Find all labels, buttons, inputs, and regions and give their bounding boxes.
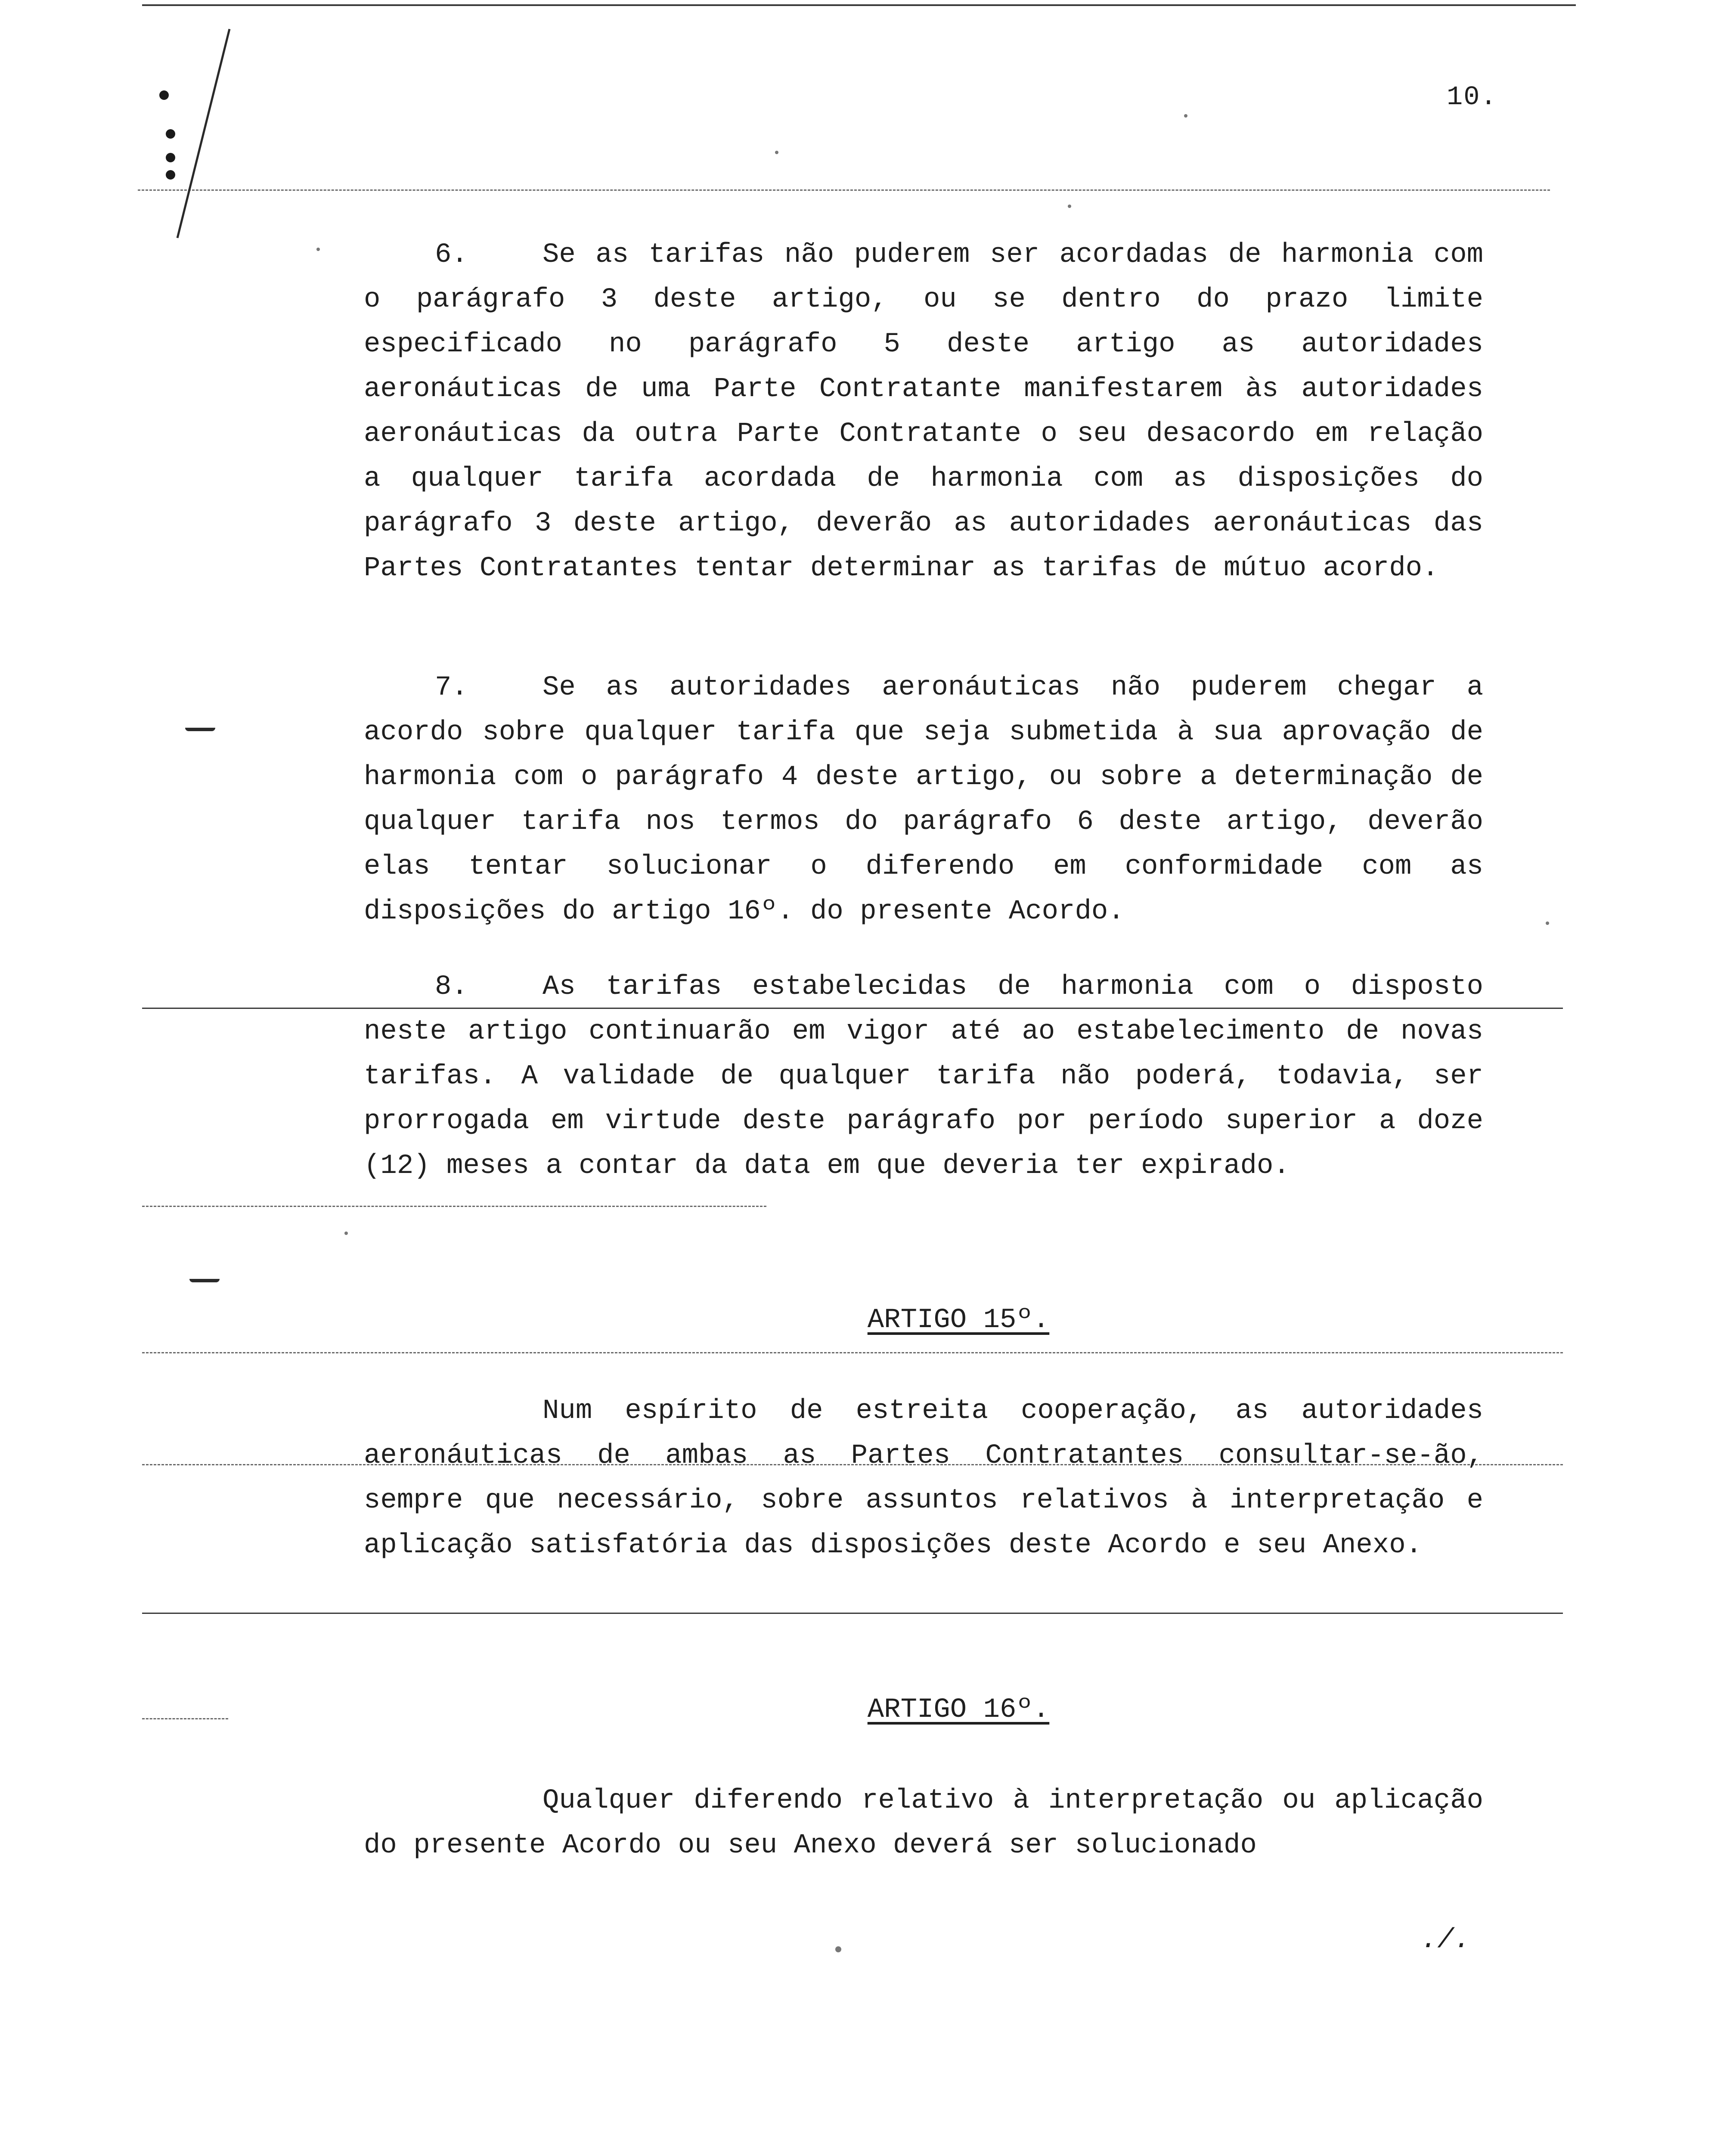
paragraph-number: 8.: [435, 971, 468, 1002]
binder-mark: [159, 90, 169, 100]
paragraph-text: Se as tarifas não puderem ser acordadas de harmonia com o parágrafo 3 deste artigo, ou se dentro do prazo limite especificado no parágrafo 5 deste artigo as autoridades aeronáuticas de uma Parte Contratante manifestarem às autoridades aeronáuticas da outra Parte Contratante o seu desacordo em relação a qualquer tarifa acordada de harmonia com as disposições do parágrafo 3 deste artigo, deverão as autoridades aeronáuticas das Partes Contratantes tentar determinar as tarifas de mútuo acordo.: [364, 239, 1483, 584]
paragraph-7: [364, 665, 1483, 934]
paragraph-number: 6.: [435, 239, 468, 270]
speck: [316, 248, 320, 251]
article-15-heading: ARTIGO 15º.: [867, 1305, 1050, 1336]
binder-mark: [166, 129, 175, 139]
page-number: 10.: [1447, 82, 1497, 112]
top-border-rule: [142, 4, 1576, 6]
margin-tick: [189, 1279, 220, 1282]
copy-artifact-rule-5: [142, 1613, 1563, 1614]
binder-mark: [166, 153, 175, 162]
speck: [1184, 114, 1187, 118]
speck: [1546, 921, 1549, 925]
paragraph-8: [364, 965, 1483, 1188]
header-dash-rule: [138, 189, 1550, 191]
speck: [775, 151, 778, 154]
speck: [344, 1232, 348, 1235]
margin-stroke: [177, 29, 231, 238]
margin-tick: [185, 728, 215, 731]
speck: [1068, 205, 1071, 208]
article-16-text: Qualquer diferendo relativo à interpretação ou aplicação do presente Acordo ou seu Anexo deverá ser solucionado: [364, 1785, 1483, 1861]
copy-artifact-rule-2: [142, 1206, 766, 1207]
speck: [835, 1946, 841, 1952]
copy-artifact-rule-3: [142, 1352, 1563, 1353]
binder-mark: [166, 170, 175, 180]
paragraph-text: As tarifas estabelecidas de harmonia com o disposto neste artigo continuarão em vigor até ao estabelecimento de novas tarifas. A validade de qualquer tarifa não poderá, todavia, ser prorrogada em virtude deste parágrafo por período superior a doze (12) meses a contar da data em que deveria ter expirado.: [364, 971, 1483, 1182]
paragraph-text: Se as autoridades aeronáuticas não puderem chegar a acordo sobre qualquer tarifa que seja submetida à sua aprovação de harmonia com o parágrafo 4 deste artigo, ou sobre a determinação de qualquer tarifa nos termos do parágrafo 6 deste artigo, deverão elas tentar solucionar o diferendo em conformidade com as disposições do artigo 16º. do presente Acordo.: [364, 672, 1483, 927]
article-16-heading: ARTIGO 16º.: [867, 1694, 1050, 1725]
paragraph-number: 7.: [435, 672, 468, 703]
article-15-text: Num espírito de estreita cooperação, as autoridades aeronáuticas de ambas as Partes Contratantes consultar-se-ão, sempre que necessário, sobre assuntos relativos à interpretação e aplicação satisfatória das disposições deste Acordo e seu Anexo.: [364, 1396, 1483, 1561]
paragraph-6: [364, 233, 1483, 591]
continuation-mark: ./.: [1421, 1925, 1471, 1956]
